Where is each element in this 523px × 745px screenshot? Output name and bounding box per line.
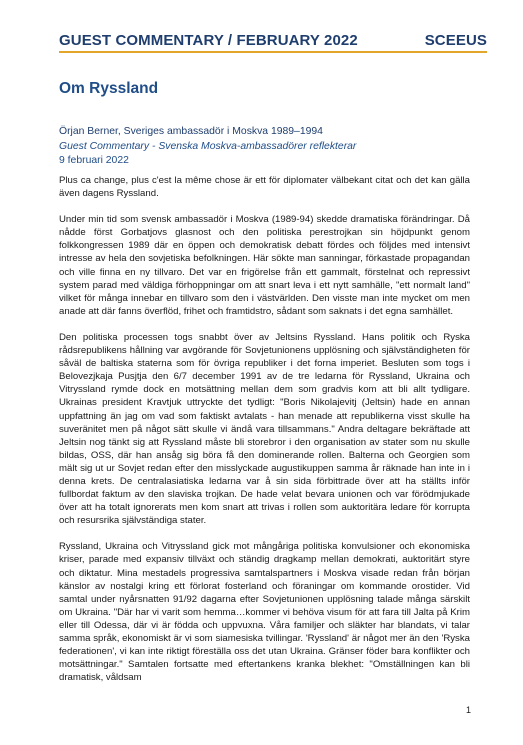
header-brand: SCEEUS: [424, 31, 487, 49]
article-series: Guest Commentary - Svenska Moskva-ambassadörer reflekterar: [59, 140, 357, 152]
paragraph-1: Plus ca change, plus c'est la même chose är ett för diplomater välbekant citat och det kan gälla även dagens Ryssland.: [59, 175, 470, 200]
header-divider: [59, 51, 487, 53]
article-date: 9 februari 2022: [59, 155, 129, 166]
paragraph-3: Den politiska processen togs snabbt över av Jeltsins Ryssland. Hans politik och Ryska rådsrepublikens hållning var avgörande för Sovjetunionens upplösning och självständigheten för såväl de baltiska staterna som för övriga republiker i det forna imperiet. Besluten som togs i Belovezjkaja Pusjtja den 6/7 december 1991 av de tre ledarna för Ryssland, Ukraina och Vitryssland rymde dock en motsättning mellan dem som gradvis kom att bli allt tydligare. Ukrainas president Kravtjuk uttryckte det tydligt: "Boris Nikolajevitj (Jeltsin) hade en annan uppfattning än jag om vad som faktiskt avtalats - han menade att republikerna visst skulle ha suveränitet men på något sätt skulle vi ändå vara tillsammans." Andra deltagare bekräftade att Jeltsin nog tänkt sig att Ryssland måste bli storebror i den organisation av stater som nu skulle bildas, OSS, där han ansåg sig böra få den dominerande rollen. Balterna och Georgien som mält sig ut ur Sovjet redan efter den misslyckade augustikuppen samma år räknade han inte in i denna krets. De centralasiatiska ledarna var å sin sida förbittrade över att ha ställts inför fullbordat faktum av den slaviska trojkan. De hade velat bevara unionen och var förödmjukade över att ha totalt ignorerats men kom snart att trivas i rollen som auktoritära ledare för korrupta och resursrika självständiga stater.: [59, 331, 470, 527]
article-body: [59, 174, 470, 697]
page-header: [59, 30, 487, 50]
paragraph-2: Under min tid som svensk ambassadör i Moskva (1989-94) skedde dramatiska förändringar. Då nådde först Gorbatjovs glasnost och den politiska perestrojkan sin höjdpunkt genom folkkongressen 1989 där en öppen och demokratisk debatt fördes och följdes med intensivt intresse av hela den sovjetiska befolkningen. Här sökte man sanningar, förkastade propagandan och ville finna en ny tillvaro. Det var en frigörelse från ett gammalt, förstelnat och repressivt system parad med väldiga förhoppningar om att snart leva i ett nytt samhälle, "ett normalt land" vilket för många innebar en tillvaro som den i västvärlden. Den visste man inte mycket om men anade att där fanns överflöd, frihet och framtidstro, sådant som saknats i det egna samhället.: [59, 214, 470, 317]
page-number: 1: [465, 705, 471, 715]
header-title: GUEST COMMENTARY / FEBRUARY 2022: [59, 31, 358, 49]
paragraph-4: Ryssland, Ukraina och Vitryssland gick mot mångåriga politiska konvulsioner och ekonomiska kriser, parade med expansiv tillväxt och ständig dragkamp mellan demokrati, auktoritärt styre och diktatur. Mina mestadels progressiva samtalspartners i Moskva visade redan från början känslor av nostalgi kring ett förlorat fosterland och föraningar om kommande orostider. Vid samtal under nyårsnatten 91/92 dagarna efter Sovjetunionen upplösning talade många särskilt om Ukraina. "Där har vi varit som hemma…kommer vi behöva visum för att fara till Jalta på Krim eller till Odessa, där vi är födda och uppvuxna. Våra familjer och släkter har blandats, vi talar samma språk, ekonomiskt är vi som siamesiska tvillingar. 'Ryssland' är något mer än den 'Ryska federationen', vi kan inte riktigt föreställa oss det utan Ukraina. Gränser föder bara konflikter och motsättningar." Samtalen fortsatte med eftertankens kranka blekhet: "Omställningen kan bli dramatisk, våldsam: [59, 541, 470, 684]
byline: [59, 125, 356, 169]
article-author: Örjan Berner, Sveriges ambassadör i Moskva 1989–1994: [59, 126, 323, 137]
article-title: Om Ryssland: [59, 80, 159, 97]
